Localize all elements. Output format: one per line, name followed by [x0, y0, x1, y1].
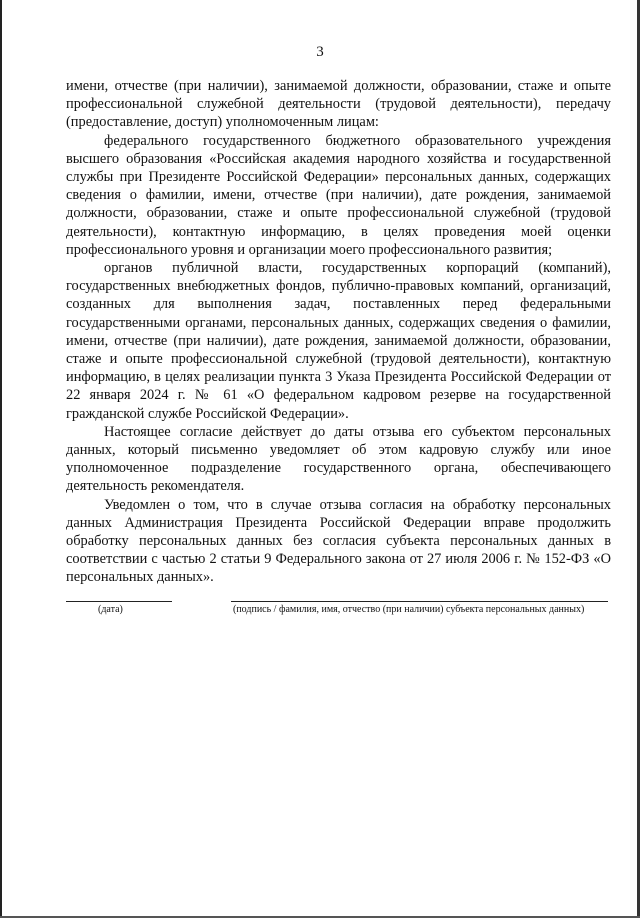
signature-line	[231, 601, 608, 602]
signature-label: (подпись / фамилия, имя, отчество (при наличии) субъекта персональных данных)	[233, 604, 585, 615]
scan-edge-left	[0, 0, 2, 918]
page-number: 3	[316, 44, 324, 60]
date-line	[66, 601, 172, 602]
paragraph-ranepa: федерального государственного бюджетного образовательного учреждения высшего образования «Российская академия народного хозяйства и государственной службы при Президенте Российской Федерации» персональных данных, содержащих сведения о фамилии, имени, отчестве (при наличии), дате рождения, занимаемой должности, образовании, стаже и опыте профессиональной служебной (трудовой деятельности), контактную информацию, в целях проведения моей оценки профессионального уровня и организации моего профессионального развития;	[66, 132, 611, 258]
paragraph-continuation: имени, отчестве (при наличии), занимаемой должности, образовании, стаже и опыте профессиональной служебной деятельности (трудовой деятельности), передачу (предоставление, доступ) уполномоченным лицам:	[66, 78, 611, 131]
document-body	[66, 77, 611, 587]
paragraph-public-authorities: органов публичной власти, государственных корпораций (компаний), государственных внебюджетных фондов, публично-правовых компаний, организаций, созданных для выполнения задач, поставленных перед федеральными государственными органами, персональных данных, содержащих сведения о фамилии, имени, отчестве (при наличии), дате рождения, занимаемой должности, образовании, стаже и опыте профессиональной служебной (трудовой деятельности), контактную информацию, в целях реализации пункта 3 Указа Президента Российской Федерации от 22 января 2024 г. № 61 «О федеральном кадровом резерве на государственной гражданской службе Российской Федерации».	[66, 260, 611, 422]
paragraph-validity: Настоящее согласие действует до даты отзыва его субъектом персональных данных, который письменно уведомляет об этом кадровую службу или иное уполномоченное подразделение государственного органа, обеспечивающего деятельность рекомендателя.	[66, 423, 611, 495]
date-label: (дата)	[98, 604, 123, 615]
paragraph-notification: Уведомлен о том, что в случае отзыва согласия на обработку персональных данных Администрация Президента Российской Федерации вправе продолжить обработку персональных данных без согласия субъекта персональных данных в соответствии с частью 2 статьи 9 Федерального закона от 27 июля 2006 г. № 152-ФЗ «О персональных данных».	[66, 496, 611, 586]
